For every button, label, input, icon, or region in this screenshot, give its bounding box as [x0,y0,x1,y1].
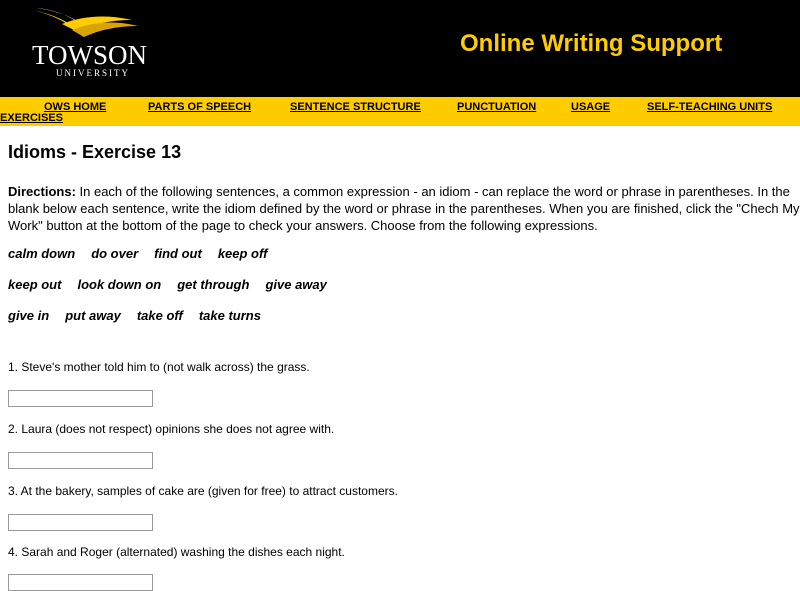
expression-item: give in [8,308,50,323]
question-3: 3. At the bakery, samples of cake are (given for free) to attract customers. [8,484,398,498]
expression-item: take turns [198,308,261,323]
directions-label: Directions: [8,184,76,199]
expression-item: do over [91,246,139,261]
page-title: Idioms - Exercise 13 [8,142,182,162]
directions-text: In each of the following sentences, a common expression - an idiom - can replace the word or phrase in parentheses. In the blank below each sentence, write the idiom defined by the word or phrase in the parentheses. When you are finished, click the "Chech My Work" button at the bottom of the page to check your answers. Choose from the following expressions. [8,184,800,233]
expression-row-2 [8,277,343,292]
directions-paragraph [8,183,800,234]
question-1: 1. Steve's mother told him to (not walk across) the grass. [8,360,310,374]
site-title: Online Writing Support [460,30,723,57]
expression-item: keep out [8,277,62,292]
expression-row-1 [8,246,283,261]
question-2: 2. Laura (does not respect) opinions she does not agree with. [8,422,335,436]
main-nav [0,97,800,126]
nav-punctuation[interactable]: PUNCTUATION [457,101,537,113]
answer-input-4[interactable] [8,574,153,591]
nav-sentence-structure[interactable]: SENTENCE STRUCTURE [290,101,421,113]
answer-input-2[interactable] [8,452,153,469]
expression-item: take off [136,308,183,323]
expression-item: keep off [217,246,268,261]
nav-parts-of-speech[interactable]: PARTS OF SPEECH [148,101,252,113]
logo-subtitle: UNIVERSITY [56,68,130,78]
expression-item: give away [265,277,327,292]
answer-input-1[interactable] [8,390,153,407]
answer-input-3[interactable] [8,514,153,531]
expression-item: find out [154,246,202,261]
logo-wordmark: TOWSON [32,40,148,70]
nav-ows-home[interactable]: OWS HOME [44,101,107,113]
expression-item: look down on [77,277,162,292]
expression-row-3 [8,308,277,323]
nav-exercises[interactable]: EXERCISES [0,112,63,124]
nav-usage[interactable]: USAGE [571,101,611,113]
question-4: 4. Sarah and Roger (alternated) washing the dishes each night. [8,545,345,559]
expression-item: get through [177,277,250,292]
nav-self-teaching-units[interactable]: SELF-TEACHING UNITS [647,101,773,113]
expression-item: put away [65,308,121,323]
site-header [0,0,800,97]
expression-item: calm down [8,246,76,261]
